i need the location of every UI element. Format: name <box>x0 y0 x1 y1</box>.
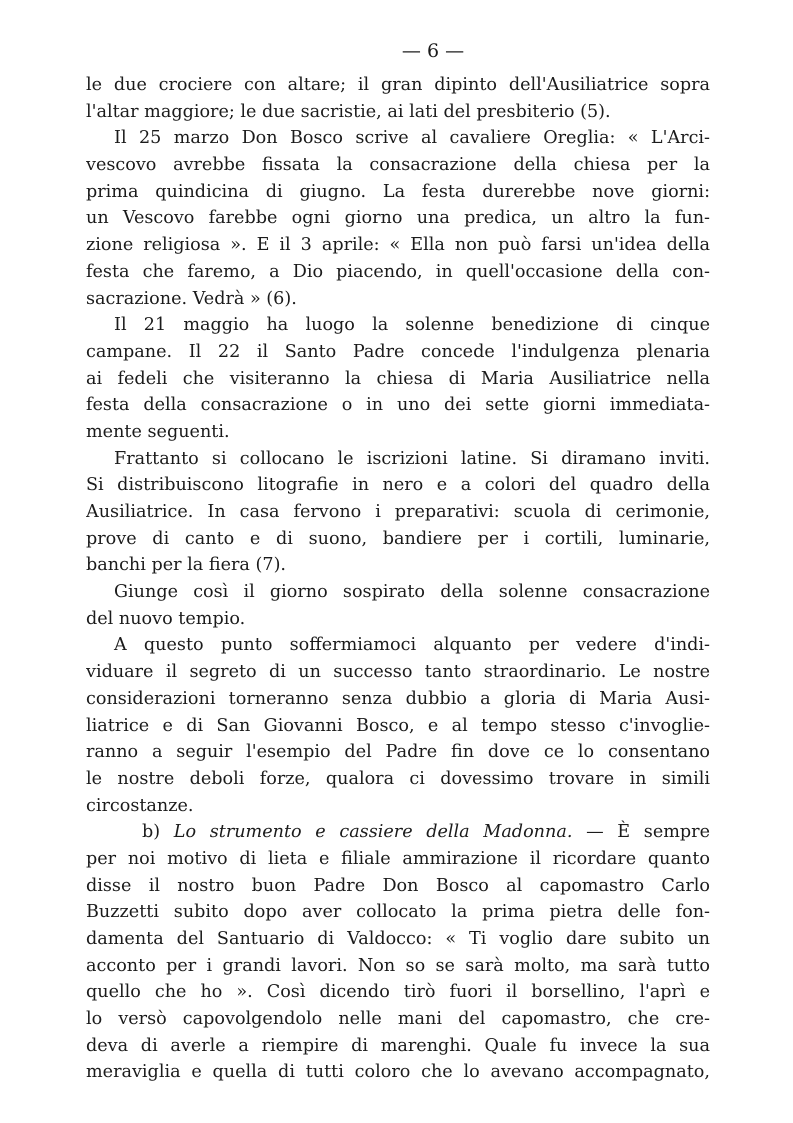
text-line: zione religiosa ». E il 3 aprile: « Ella non può farsi un'idea della <box>86 235 710 256</box>
text-line: festa che faremo, a Dio piacendo, in quell'occasione della con- <box>86 261 710 282</box>
text-line: acconto per i grandi lavori. Non so se sarà molto, ma sarà tutto <box>86 955 710 976</box>
text-line: le due crociere con altare; il gran dipinto dell'Ausiliatrice sopra <box>86 75 710 95</box>
page-number: — 6 — <box>401 40 465 62</box>
text-line: Giunge così il giorno sospirato della solenne consacrazione <box>114 582 710 603</box>
text-line: A questo punto soffermiamoci alquanto per vedere d'indi- <box>114 635 710 656</box>
text-line: festa della consacrazione o in uno dei sette giorni immediata- <box>86 395 710 416</box>
text-line: lo versò capovolgendolo nelle mani del capomastro, che cre- <box>86 1009 710 1030</box>
text-line: per noi motivo di lieta e filiale ammirazione il ricordare quanto <box>86 848 710 869</box>
body-text <box>86 72 710 1086</box>
section-b-label: b) <box>142 822 161 843</box>
text-line: ai fedeli che visiteranno la chiesa di Maria Ausiliatrice nella <box>86 368 710 389</box>
text-line: considerazioni torneranno senza dubbio a gloria di Maria Ausi- <box>86 688 710 709</box>
text-line: damenta del Santuario di Valdocco: « Ti voglio dare subito un <box>86 929 710 949</box>
text-line: quello che ho ». Così dicendo tirò fuori il borsellino, l'aprì e <box>86 982 710 1003</box>
text-line: prima quindicina di giugno. La festa durerebbe nove giorni: <box>86 181 710 202</box>
text-line: deva di averle a riempire di marenghi. Quale fu invece la sua <box>86 1035 710 1056</box>
text-line: liatrice e di San Giovanni Bosco, e al tempo stesso c'invoglie- <box>86 715 710 736</box>
text-line: campane. Il 22 il Santo Padre concede l'indulgenza plenaria <box>86 341 710 362</box>
text-line: ranno a seguir l'esempio del Padre fin dove ce lo consentano <box>86 742 710 763</box>
text-line: Si distribuiscono litografie in nero e a colori del quadro della <box>86 475 710 496</box>
text-line: le nostre deboli forze, qualora ci dovessimo trovare in simili <box>86 768 710 789</box>
text-line: meraviglia e quella di tutti coloro che lo avevano accompagnato, <box>86 1062 710 1083</box>
section-b-rest: — È sempre <box>572 822 710 843</box>
text-line: vescovo avrebbe fissata la consacrazione della chiesa per la <box>86 155 710 176</box>
text-line: Ausiliatrice. In casa fervono i preparativi: scuola di cerimonie, <box>86 502 710 522</box>
text-line: Il 25 marzo Don Bosco scrive al cavaliere Oreglia: « L'Arci- <box>114 128 710 149</box>
text-line: mente seguenti. <box>86 421 230 442</box>
text-line: banchi per la fiera (7). <box>86 555 287 576</box>
page <box>86 38 710 1086</box>
text-line: del nuovo tempio. <box>86 608 246 629</box>
text-line: Frattanto si collocano le iscrizioni latine. Si diramano inviti. <box>114 448 710 469</box>
text-line: circostanze. <box>86 795 194 816</box>
text-line: viduare il segreto di un successo tanto straordinario. Le nostre <box>86 662 710 683</box>
text-line: prove di canto e di suono, bandiere per i cortili, luminarie, <box>86 528 710 549</box>
text-line: sacrazione. Vedrà » (6). <box>86 288 297 309</box>
text-line: Il 21 maggio ha luogo la solenne benedizione di cinque <box>114 315 710 336</box>
text-line: un Vescovo farebbe ogni giorno una predica, un altro la fun- <box>86 208 710 229</box>
text-line: Buzzetti subito dopo aver collocato la prima pietra delle fon- <box>86 902 710 923</box>
section-b-heading <box>86 819 710 846</box>
section-b-title: Lo strumento e cassiere della Madonna. <box>173 822 573 843</box>
text-line: disse il nostro buon Padre Don Bosco al capomastro Carlo <box>86 875 710 896</box>
text-line: l'altar maggiore; le due sacristie, ai lati del presbiterio (5). <box>86 101 611 122</box>
